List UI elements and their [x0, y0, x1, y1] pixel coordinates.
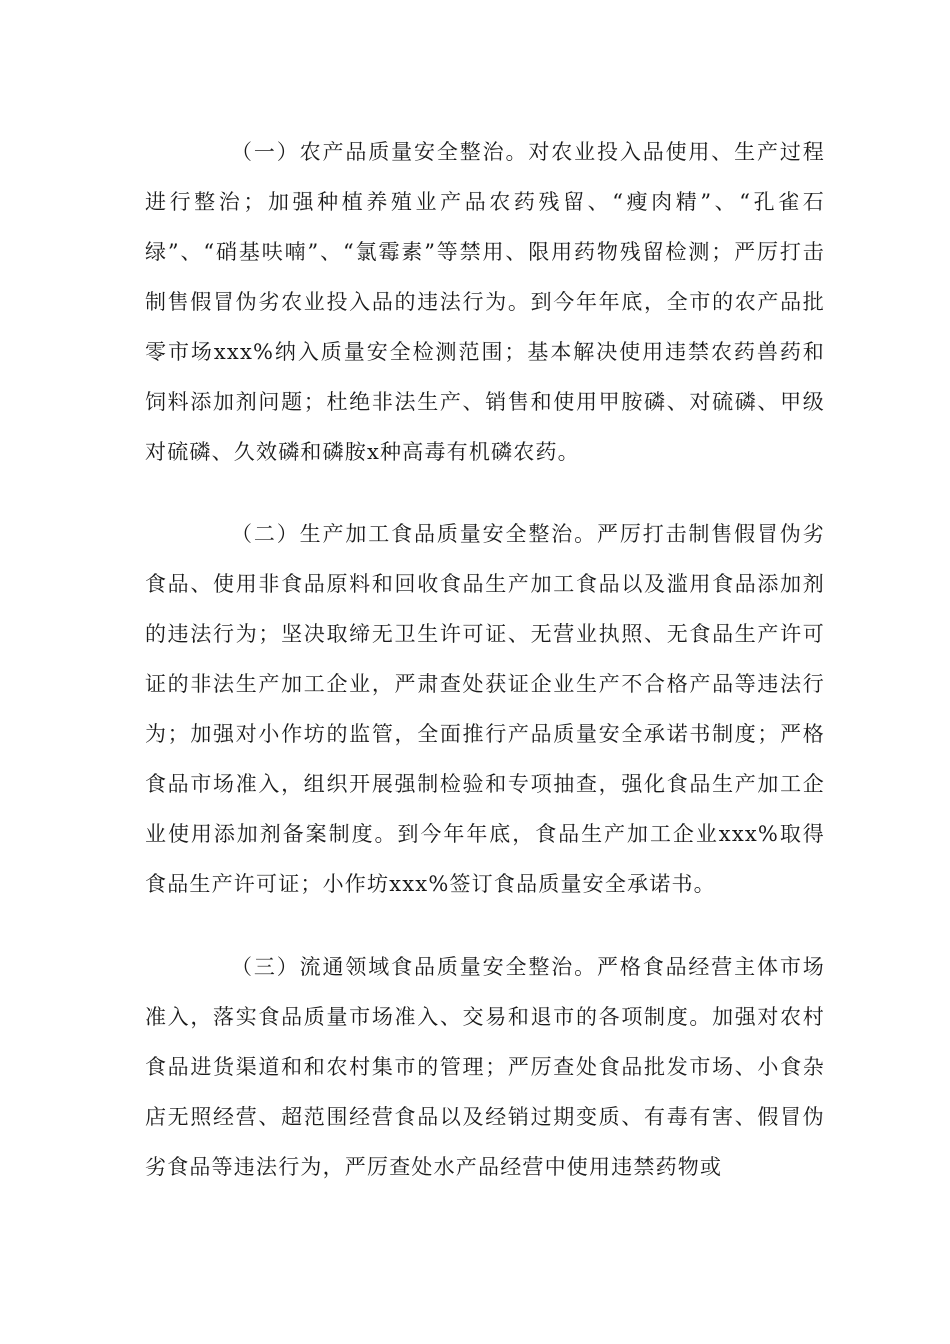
paragraph-food-processing: （二）生产加工食品质量安全整治。严厉打击制售假冒伪劣食品、使用非食品原料和回收食品生产加工食品以及滥用食品添加剂的违法行为；坚决取缔无卫生许可证、无营业执照、无食品生产许可证的非法生产加工企业，严肃查处获证企业生产不合格产品等违法行为；加强对小作坊的监管，全面推行产品质量安全承诺书制度；严格食品市场准入，组织开展强制检验和专项抽查，强化食品生产加工企业使用添加剂备案制度。到今年年底，食品生产加工企业xxx%取得食品生产许可证；小作坊xxx%签订食品质量安全承诺书。 — [145, 522, 825, 896]
paragraph-circulation-field: （三）流通领域食品质量安全整治。严格食品经营主体市场准入，落实食品质量市场准入、交易和退市的各项制度。加强对农村食品进货渠道和和农村集市的管理；严厉查处食品批发市场、小食杂店无照经营、超范围经营食品以及经销过期变质、有毒有害、假冒伪劣食品等违法行为，严厉查处水产品经营中使用违禁药物或 — [145, 955, 825, 1179]
paragraph-agricultural-products: （一）农产品质量安全整治。对农业投入品使用、生产过程进行整治；加强种植养殖业产品农药残留、“瘦肉精”、“孔雀石绿”、“硝基呋喃”、“氯霉素”等禁用、限用药物残留检测；严厉打击制售假冒伪劣农业投入品的违法行为。到今年年底，全市的农产品批零市场xxx%纳入质量安全检测范围；基本解决使用违禁农药兽药和饲料添加剂问题；杜绝非法生产、销售和使用甲胺磷、对硫磷、甲级对硫磷、久效磷和磷胺x种高毒有机磷农药。 — [145, 140, 825, 464]
